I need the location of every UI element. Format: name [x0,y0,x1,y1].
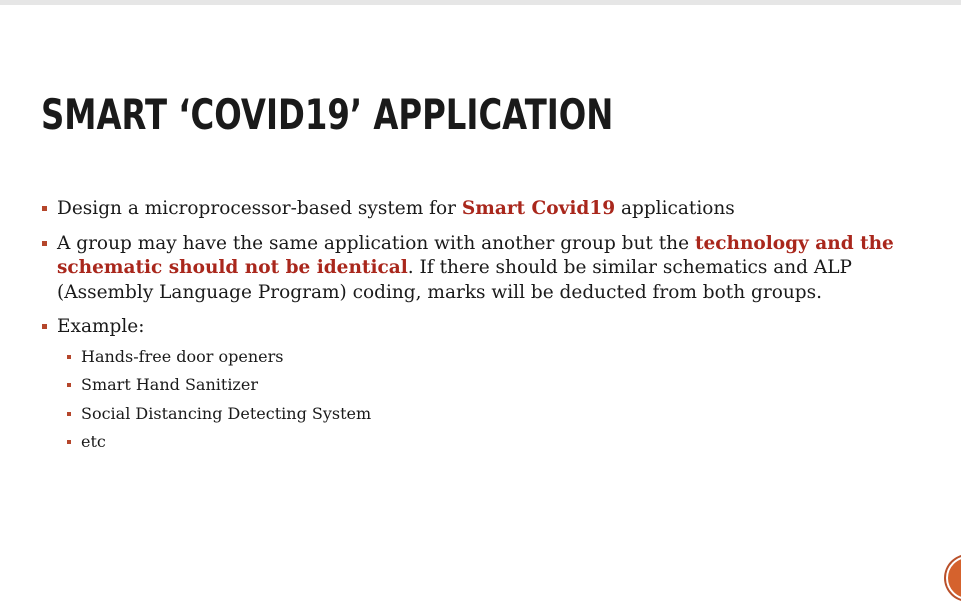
bullet-item [41,197,921,222]
bullet-text: Design a microprocessor-based system for [57,198,462,219]
sub-bullet-item: Social Distancing Detecting System [57,402,921,426]
bullet-text: applications [615,198,735,219]
top-band [0,0,961,5]
slide-number-badge [946,556,961,600]
sub-bullet-item: Smart Hand Sanitizer [57,373,921,397]
slide-content [41,197,921,464]
bullet-list [41,197,921,454]
bullet-item [41,232,921,306]
sub-bullet-item: Hands-free door openers [57,345,921,369]
highlight-text: technology and the schematic should not be identical [57,232,894,278]
example-label: Example: [57,316,145,337]
sub-bullet-item: etc [57,430,921,454]
bullet-text: . If there should be similar schematics and ALP (Assembly Language Program) coding, marks will be deducted from both groups. [57,257,852,303]
sub-bullet-list [57,345,921,455]
bullet-text: A group may have the same application with another group but the [57,232,695,254]
bullet-item [41,315,921,454]
highlight-text: Smart Covid19 [461,198,616,219]
slide-title: SMART ‘COVID19’ APPLICATION [41,90,614,139]
